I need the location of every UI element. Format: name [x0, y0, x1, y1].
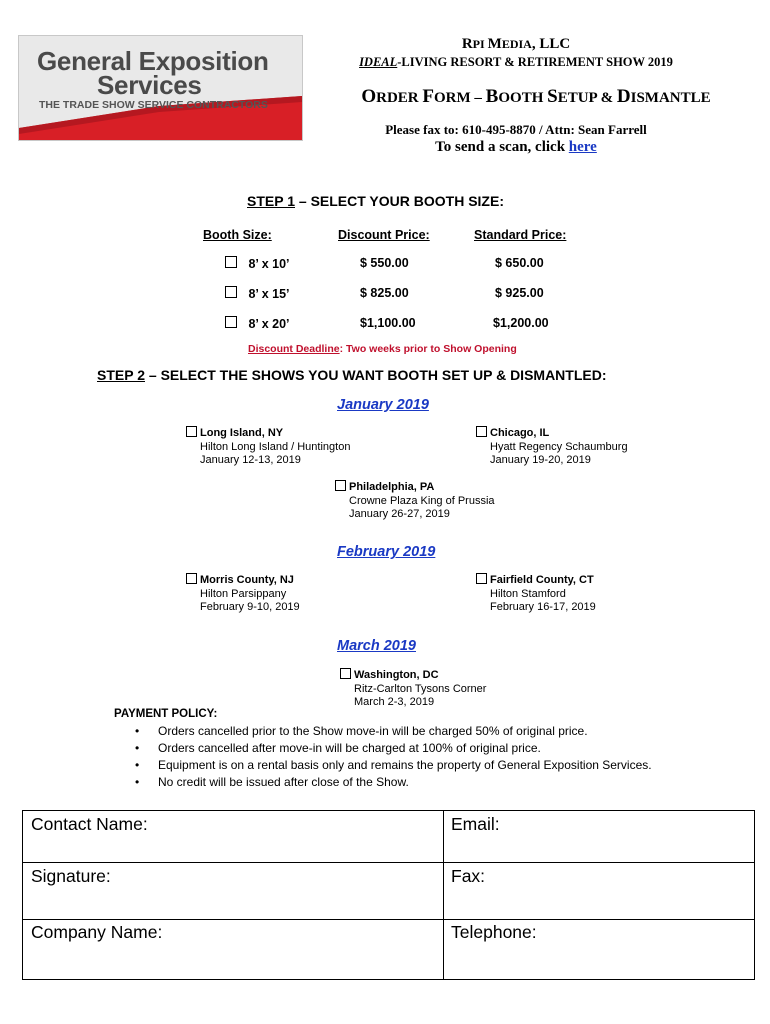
booth-size: 8’ x 15’: [248, 287, 290, 301]
show-checkbox[interactable]: [186, 426, 197, 437]
company-name-field[interactable]: Company Name:: [31, 922, 163, 942]
show-checkbox[interactable]: [476, 426, 487, 437]
scan-here-link[interactable]: here: [568, 139, 597, 155]
show-checkbox[interactable]: [476, 573, 487, 584]
show-checkbox[interactable]: [186, 573, 197, 584]
step2-heading: STEP 2 – SELECT THE SHOWS YOU WANT BOOTH SET UP & DISMANTLED:: [97, 367, 607, 383]
policy-item: • Orders cancelled prior to the Show move-in will be charged 50% of original price.: [158, 723, 652, 740]
standard-price: $ 650.00: [495, 256, 544, 270]
scan-instructions: To send a scan, click here: [435, 139, 597, 155]
booth-checkbox[interactable]: [225, 286, 237, 298]
company-logo: [18, 35, 303, 141]
show-name: IDEAL-LIVING RESORT & RETIREMENT SHOW 2019: [359, 55, 673, 69]
standard-price: $1,200.00: [493, 316, 549, 330]
discount-price: $ 550.00: [360, 256, 409, 270]
booth-size-row: [225, 256, 290, 271]
col-standard-price: Standard Price:: [474, 228, 567, 242]
logo-tagline: THE TRADE SHOW SERVICE CONTRACTORS: [39, 99, 268, 111]
email-field[interactable]: Email:: [451, 814, 500, 834]
fax-instructions: Please fax to: 610-495-8870 / Attn: Sean Farrell: [385, 122, 647, 137]
col-discount-price: Discount Price:: [338, 228, 430, 242]
booth-size: 8’ x 20’: [248, 317, 290, 331]
month-heading-february: February 2019: [337, 544, 436, 560]
col-booth-size: Booth Size:: [203, 228, 272, 242]
policy-item: • Orders cancelled after move-in will be charged at 100% of original price.: [158, 740, 652, 757]
fax-field[interactable]: Fax:: [451, 866, 486, 886]
logo-line-1: General Exposition: [37, 46, 269, 76]
contact-info-table: [22, 810, 755, 980]
policy-item: • Equipment is on a rental basis only and remains the property of General Exposition Services.: [158, 757, 652, 774]
show-option-washington: Washington, DC Ritz-Carlton Tysons Corner March 2-3, 2019: [340, 668, 486, 710]
telephone-field[interactable]: Telephone:: [451, 922, 537, 942]
booth-checkbox[interactable]: [225, 316, 237, 328]
discount-price: $ 825.00: [360, 286, 409, 300]
month-heading-march: March 2019: [337, 638, 416, 654]
discount-deadline: Discount Deadline: Two weeks prior to Show Opening: [248, 343, 517, 355]
signature-field[interactable]: Signature:: [31, 866, 111, 886]
show-option-morris-county: Morris County, NJ Hilton Parsippany February 9-10, 2019: [186, 573, 300, 615]
month-heading-january: January 2019: [337, 397, 429, 413]
page-title: ORDER FORM – BOOTH SETUP & DISMANTLE: [361, 86, 711, 107]
show-option-fairfield-county: Fairfield County, CT Hilton Stamford February 16-17, 2019: [476, 573, 596, 615]
booth-size: 8’ x 10’: [248, 257, 290, 271]
standard-price: $ 925.00: [495, 286, 544, 300]
booth-checkbox[interactable]: [225, 256, 237, 268]
discount-price: $1,100.00: [360, 316, 416, 330]
policy-item: • No credit will be issued after close of the Show.: [158, 774, 652, 791]
show-checkbox[interactable]: [335, 480, 346, 491]
show-option-long-island: Long Island, NY Hilton Long Island / Huntington January 12-13, 2019: [186, 426, 350, 468]
show-checkbox[interactable]: [340, 668, 351, 679]
booth-size-row: [225, 316, 290, 331]
logo-line-2: Services: [97, 70, 202, 100]
payment-policy-list: [135, 723, 652, 791]
contact-name-field[interactable]: Contact Name:: [31, 814, 148, 834]
show-option-philadelphia: Philadelphia, PA Crowne Plaza King of Prussia January 26-27, 2019: [335, 480, 495, 522]
step1-heading: STEP 1 – SELECT YOUR BOOTH SIZE:: [247, 193, 504, 209]
booth-size-row: [225, 286, 290, 301]
payment-policy-heading: PAYMENT POLICY:: [114, 708, 218, 720]
show-option-chicago: Chicago, IL Hyatt Regency Schaumburg January 19-20, 2019: [476, 426, 628, 468]
company-name: RPI MEDIA, LLC: [461, 36, 571, 52]
